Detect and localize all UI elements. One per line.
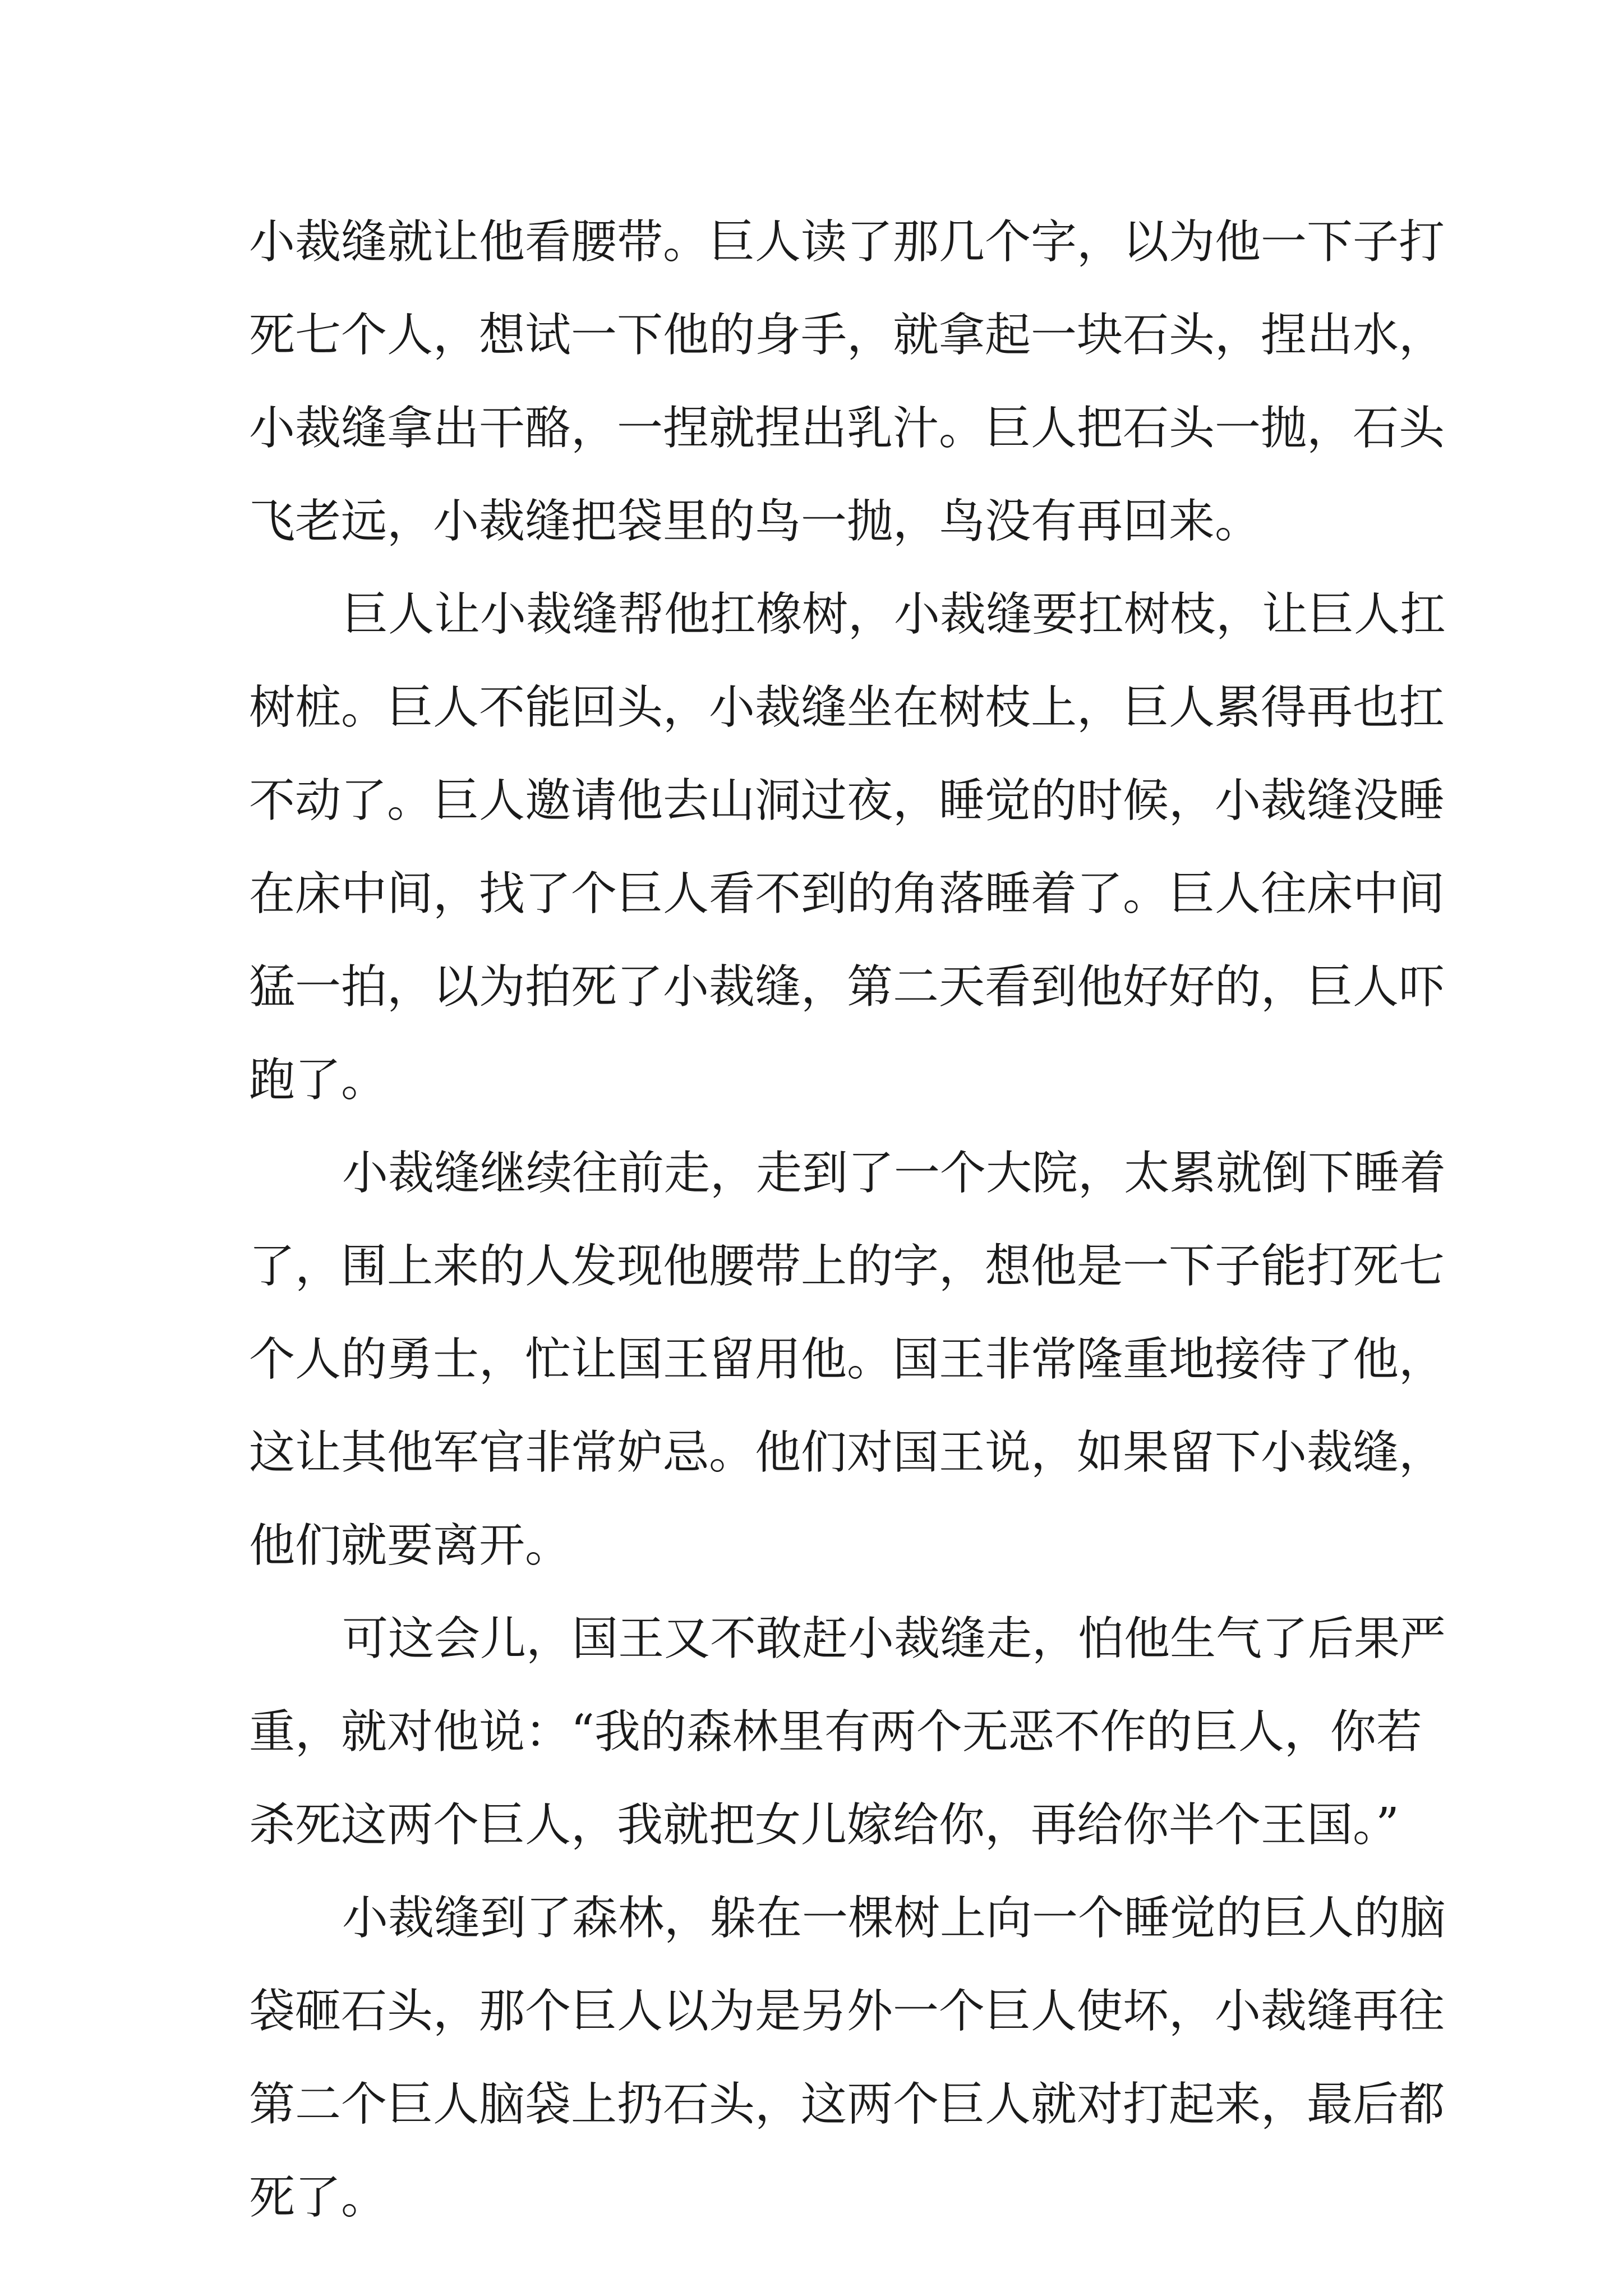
text-line: 重，就对他说：“我的森林里有两个无恶不作的巨人，你若: [249, 1705, 1422, 1759]
text-line: 小裁缝拿出干酪，一捏就捏出乳汁。巨人把石头一抛，石头: [249, 402, 1445, 455]
text-line: 小裁缝继续往前走，走到了一个大院，太累就倒下睡着: [342, 1147, 1446, 1200]
text-line: 小裁缝到了森林，躲在一棵树上向一个睡觉的巨人的脑: [342, 1892, 1446, 1945]
text-line: 树桩。巨人不能回头，小裁缝坐在树枝上，巨人累得再也扛: [249, 681, 1445, 734]
text-line: 袋砸石头，那个巨人以为是另外一个巨人使坏，小裁缝再往: [249, 1985, 1445, 2038]
text-line: 杀死这两个巨人，我就把女儿嫁给你，再给你半个王国。”: [249, 1798, 1399, 1852]
text-line: 第二个巨人脑袋上扔石头，这两个巨人就对打起来，最后都: [249, 2078, 1445, 2131]
text-line: 跑了。: [249, 1053, 388, 1107]
text-line: 飞老远，小裁缝把袋里的鸟一抛，鸟没有再回来。: [249, 495, 1261, 548]
text-line: 可这会儿，国王又不敢赶小裁缝走，怕他生气了后果严: [342, 1612, 1446, 1665]
text-line: 这让其他军官非常妒忌。他们对国王说，如果留下小裁缝，: [249, 1426, 1445, 1479]
text-line: 死了。: [249, 2171, 388, 2224]
text-line: 小裁缝就让他看腰带。巨人读了那几个字，以为他一下子打: [249, 215, 1445, 269]
text-line: 个人的勇士，忙让国王留用他。国王非常隆重地接待了他，: [249, 1333, 1445, 1386]
text-line: 巨人让小裁缝帮他扛橡树，小裁缝要扛树枝，让巨人扛: [342, 588, 1446, 641]
text-line: 猛一拍，以为拍死了小裁缝，第二天看到他好好的，巨人吓: [249, 960, 1445, 1014]
text-line: 他们就要离开。: [249, 1519, 571, 1572]
text-line: 了，围上来的人发现他腰带上的字，想他是一下子能打死七: [249, 1240, 1445, 1293]
text-line: 不动了。巨人邀请他去山洞过夜，睡觉的时候，小裁缝没睡: [249, 774, 1445, 827]
text-line: 死七个人，想试一下他的身手，就拿起一块石头，捏出水，: [249, 309, 1445, 362]
text-line: 在床中间，找了个巨人看不到的角落睡着了。巨人往床中间: [249, 867, 1445, 921]
